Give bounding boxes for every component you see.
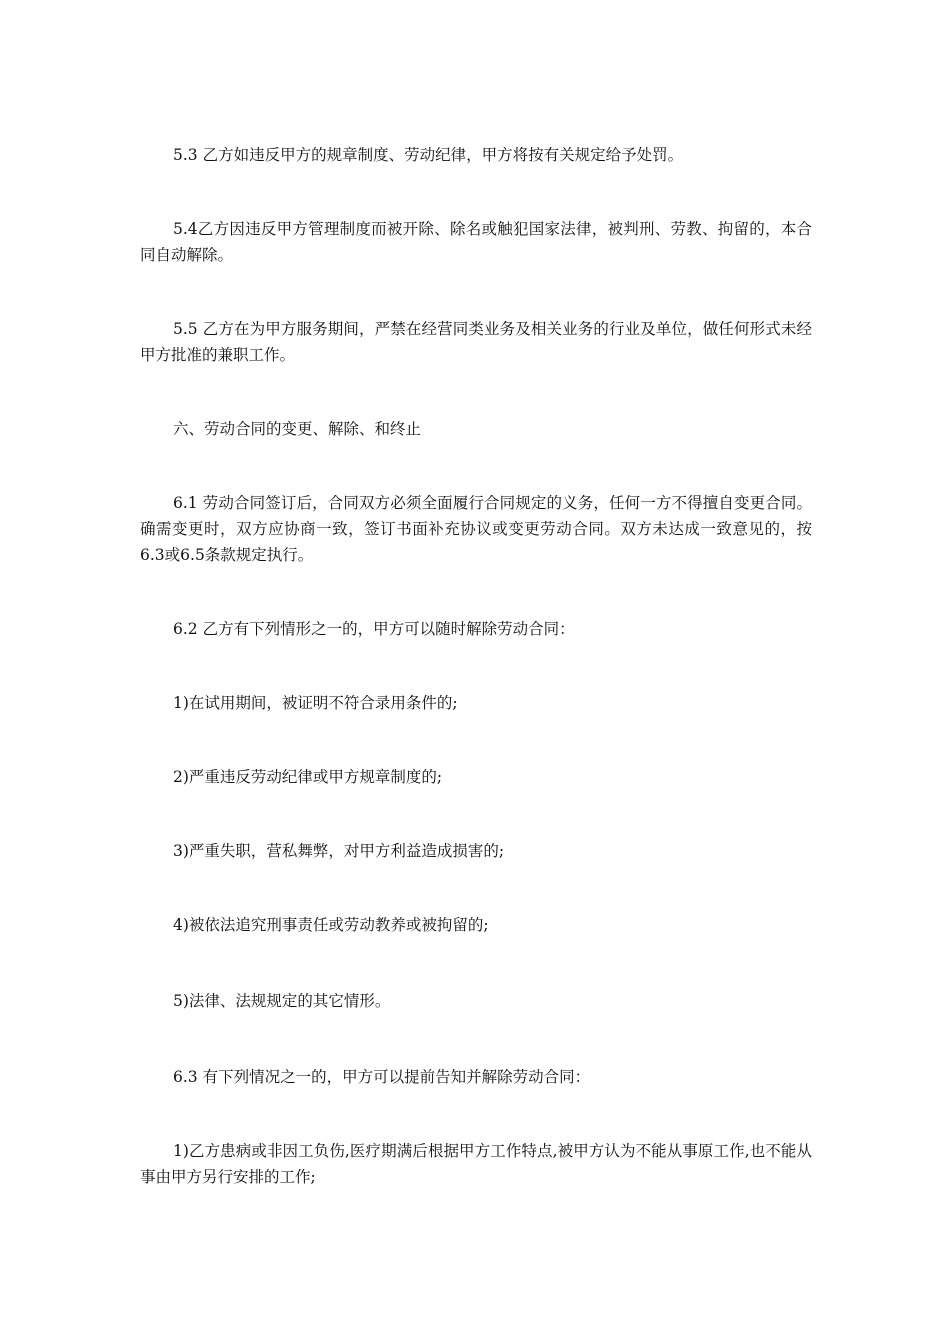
clause-5-3: 5.3 乙方如违反甲方的规章制度、劳动纪律，甲方将按有关规定给予处罚。 [173,146,684,164]
clause-5-5: 5.5 乙方在为甲方服务期间，严禁在经营同类业务及相关业务的行业及单位，做任何形式未经甲方批准的兼职工作。 [140,320,812,364]
clause-6-2: 6.2 乙方有下列情形之一的，甲方可以随时解除劳动合同： [173,620,575,638]
list-item-6-2-3: 3)严重失职，营私舞弊，对甲方利益造成损害的; [173,842,505,860]
list-item-6-3-1: 1)乙方患病或非因工负伤,医疗期满后根据甲方工作特点,被甲方认为不能从事原工作,也不能从事由甲方另行安排的工作; [140,1142,812,1186]
list-item-6-2-2: 2)严重违反劳动纪律或甲方规章制度的; [173,768,443,786]
list-item-6-2-4: 4)被依法追究刑事责任或劳动教养或被拘留的; [173,916,489,934]
list-item-6-2-1: 1)在试用期间，被证明不符合录用条件的; [173,694,458,712]
section-heading-6: 六、劳动合同的变更、解除、和终止 [173,420,422,438]
clause-6-3: 6.3 有下列情况之一的，甲方可以提前告知并解除劳动合同： [173,1068,591,1086]
clause-6-1: 6.1 劳动合同签订后，合同双方必须全面履行合同规定的义务，任何一方不得擅自变更合同。确需变更时，双方应协商一致，签订书面补充协议或变更劳动合同。双方未达成一致意见的，按6.3或6.5条款规定执行。 [140,494,812,564]
list-item-6-2-5: 5)法律、法规规定的其它情形。 [173,992,391,1010]
clause-5-4: 5.4乙方因违反甲方管理制度而被开除、除名或触犯国家法律，被判刑、劳教、拘留的，本合同自动解除。 [140,220,812,264]
